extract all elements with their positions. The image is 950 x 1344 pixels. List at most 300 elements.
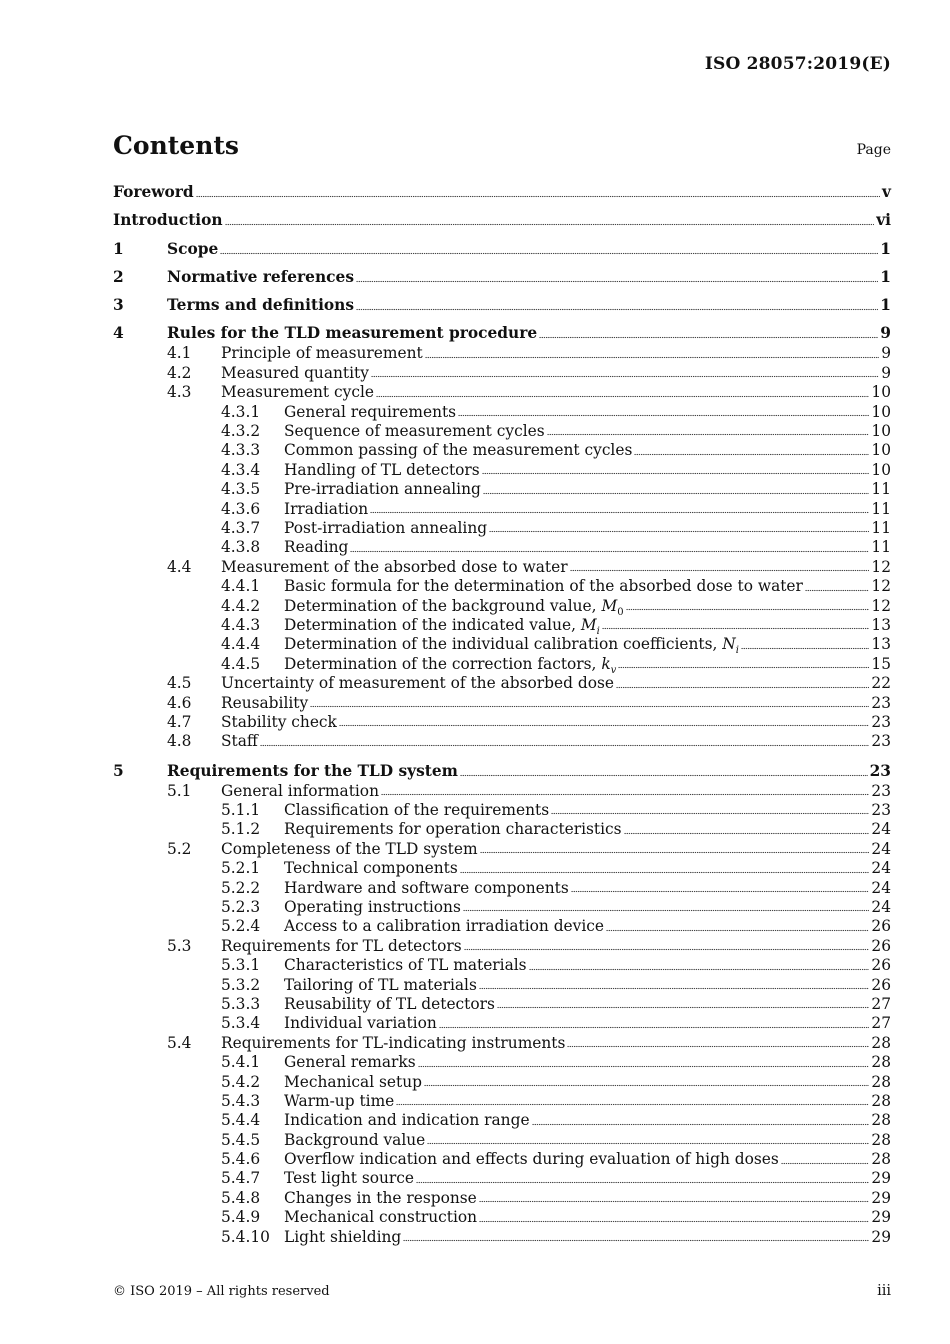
toc-entry[interactable]	[113, 422, 891, 441]
toc-entry-page: 27	[871, 994, 891, 1013]
toc-entry-title	[284, 1208, 477, 1227]
toc-leader-dots	[489, 529, 869, 533]
toc-leader-dots	[460, 773, 868, 777]
toc-entry-number: 5.4.1	[221, 1053, 261, 1072]
toc-entry-title	[284, 956, 527, 975]
toc-leader-dots	[371, 374, 879, 378]
toc-entry-title	[284, 597, 624, 616]
toc-entry-title-text: Foreword	[113, 183, 194, 201]
toc-entry-symbol: N	[722, 635, 736, 654]
toc-entry-page: 1	[880, 296, 891, 315]
toc-entry-page: 10	[871, 460, 891, 479]
toc-entry-title-text: Principle of measurement	[221, 344, 423, 363]
toc-entry[interactable]	[113, 210, 891, 231]
toc-entry-page: 12	[871, 557, 891, 576]
toc-entry-title	[221, 558, 568, 577]
toc-entry-page: 28	[871, 1130, 891, 1149]
toc-entry-page: 29	[871, 1227, 891, 1246]
toc-entry-page: 26	[871, 936, 891, 955]
toc-leader-dots	[624, 831, 870, 835]
toc-entry[interactable]	[113, 383, 891, 402]
toc-entry[interactable]	[113, 917, 891, 936]
toc-entry-title-text: Reusability	[221, 693, 309, 712]
toc-entry-title-text: Access to a calibration irradiation device	[284, 917, 605, 936]
toc-entry-number: 4.3.8	[221, 538, 261, 557]
toc-entry[interactable]	[113, 1228, 891, 1247]
toc-entry-number: 4.3.3	[221, 441, 261, 460]
toc-entry-number: 5.4.2	[221, 1072, 261, 1091]
toc-entry-title-text: Handling of TL detectors	[284, 460, 480, 479]
toc-entry-title	[284, 976, 477, 995]
toc-entry-number: 5.4.7	[221, 1169, 261, 1188]
toc-entry-number: 5.3.1	[221, 956, 261, 975]
toc-entry-number: 4.7	[167, 712, 192, 731]
toc-entry-title-text: Warm-up time	[284, 1091, 395, 1110]
toc-entry-title-text: Requirements for TL-indicating instruments	[221, 1033, 566, 1052]
toc-leader-dots	[567, 1044, 869, 1048]
toc-entry[interactable]	[113, 761, 891, 782]
toc-entry-title-text: Measured quantity	[221, 363, 369, 382]
toc-entry-title	[284, 1111, 530, 1130]
toc-entry[interactable]	[113, 1034, 891, 1053]
toc-entry-number: 4.3.1	[221, 402, 261, 421]
toc-leader-dots	[547, 432, 870, 436]
toc-leader-dots	[381, 792, 869, 796]
toc-leader-dots	[350, 549, 869, 553]
toc-entry-title-text: Light shielding	[284, 1227, 402, 1246]
toc-leader-dots	[339, 723, 870, 727]
toc-entry-title	[284, 655, 616, 674]
toc-leader-dots	[464, 947, 870, 951]
toc-entry[interactable]	[113, 995, 891, 1014]
toc-leader-dots	[616, 685, 869, 689]
toc-leader-dots	[416, 1180, 869, 1184]
toc-leader-dots	[260, 743, 870, 747]
toc-entry-page: 13	[871, 635, 891, 654]
toc-entry-title	[221, 713, 337, 732]
toc-leader-dots	[480, 850, 870, 854]
toc-leader-dots	[225, 222, 875, 226]
toc-entry-number: 4.3	[167, 383, 192, 402]
toc-entry-number: 4.4.1	[221, 577, 261, 596]
toc-entry-number: 5.2.4	[221, 917, 261, 936]
toc-entry-title	[284, 898, 461, 917]
toc-leader-dots	[781, 1161, 870, 1165]
toc-entry-page: 12	[871, 596, 891, 615]
toc-entry-page: 26	[871, 956, 891, 975]
toc-entry[interactable]	[113, 1073, 891, 1092]
toc-entry-title	[167, 295, 354, 316]
toc-entry-page: 29	[871, 1208, 891, 1227]
toc-leader-dots	[310, 704, 869, 708]
toc-entry-title-text: Uncertainty of measurement of the absorbed dose	[221, 674, 614, 693]
toc-entry-page: 23	[869, 761, 891, 780]
toc-entry-title-text: Measurement cycle	[221, 383, 374, 402]
toc-entry-title-text: Overflow indication and effects during evaluation of high doses	[284, 1150, 779, 1169]
toc-entry[interactable]	[113, 267, 891, 288]
toc-entry[interactable]	[113, 635, 891, 657]
toc-entry-number: 4.1	[167, 344, 192, 363]
toc-entry-title	[221, 732, 258, 751]
toc-entry-number: 5.4.5	[221, 1130, 261, 1149]
toc-entry[interactable]	[113, 1208, 891, 1227]
toc-entry-title	[167, 239, 218, 260]
toc-entry-page: 13	[871, 615, 891, 634]
toc-leader-dots	[741, 646, 869, 650]
toc-entry[interactable]	[113, 461, 891, 480]
toc-leader-dots	[529, 967, 870, 971]
toc-entry[interactable]	[113, 1014, 891, 1033]
toc-entry-title-text: Individual variation	[284, 1014, 437, 1033]
toc-leader-dots	[539, 335, 878, 339]
toc-entry-title-text: Introduction	[113, 211, 223, 230]
toc-entry-title	[284, 480, 481, 499]
toc-entry[interactable]	[113, 597, 891, 616]
toc-entry[interactable]	[113, 500, 891, 519]
toc-entry-page: 24	[871, 878, 891, 897]
toc-entry-title	[221, 1034, 565, 1053]
toc-entry-title-text: Operating instructions	[284, 898, 461, 917]
toc-entry-symbol-subscript: v	[610, 664, 617, 676]
toc-entry-title	[284, 615, 600, 638]
toc-leader-dots	[463, 908, 870, 912]
toc-leader-dots	[479, 1219, 869, 1223]
toc-entry-title	[284, 1228, 401, 1247]
toc-entry-symbol-subscript: i	[596, 626, 600, 638]
footer-copyright: © ISO 2019 – All rights reserved	[113, 1284, 330, 1299]
toc-entry-title	[167, 267, 354, 288]
page-title: Contents	[113, 131, 240, 160]
toc-entry-title-text: Scope	[167, 239, 219, 258]
toc-entry[interactable]	[113, 782, 891, 801]
toc-entry-symbol-subscript: i	[735, 645, 739, 657]
toc-entry-title	[284, 1189, 477, 1208]
toc-entry[interactable]	[113, 937, 891, 956]
toc-leader-dots	[376, 394, 869, 398]
toc-entry[interactable]	[113, 182, 891, 203]
toc-entry[interactable]	[113, 976, 891, 995]
toc-entry-title-text: Hardware and software components	[284, 878, 569, 897]
toc-entry-number: 5.4.4	[221, 1111, 261, 1130]
toc-entry-number: 4.3.5	[221, 480, 261, 499]
toc-entry-title	[284, 917, 604, 936]
toc-entry-number: 5.1	[167, 781, 192, 800]
toc-entry-title	[284, 1131, 425, 1150]
toc-entry-title-text: Reading	[284, 538, 349, 557]
toc-entry-page: 28	[871, 1150, 891, 1169]
toc-entry-number: 3	[113, 296, 124, 315]
toc-entry-title	[284, 577, 803, 596]
toc-entry-number: 5.3	[167, 936, 192, 955]
toc-entry-page: v	[882, 183, 891, 201]
toc-entry-page: 10	[871, 383, 891, 402]
toc-entry[interactable]	[113, 403, 891, 422]
toc-entry-page: 28	[871, 1033, 891, 1052]
toc-entry-page: 10	[871, 441, 891, 460]
toc-leader-dots	[606, 928, 869, 932]
toc-leader-dots	[458, 413, 869, 417]
toc-entry-title	[284, 1014, 437, 1033]
toc-entry-page: vi	[876, 211, 891, 230]
toc-entry-page: 22	[871, 674, 891, 693]
toc-entry-title-text: Characteristics of TL materials	[284, 956, 527, 975]
toc-entry-number: 4.3.4	[221, 460, 261, 479]
toc-entry[interactable]	[113, 615, 891, 638]
toc-entry-page: 11	[871, 480, 891, 499]
toc-entry[interactable]	[113, 441, 891, 460]
toc-entry-title	[221, 674, 614, 693]
toc-entry-title-text: Measurement of the absorbed dose to water	[221, 557, 568, 576]
toc-entry-number: 5.4.6	[221, 1150, 261, 1169]
toc-entry-page: 23	[871, 693, 891, 712]
toc-entry-number: 5.4.10	[221, 1227, 270, 1246]
toc-leader-dots	[479, 986, 870, 990]
toc-entry-page: 11	[871, 518, 891, 537]
toc-entry-title-text: Terms and definitions	[167, 296, 355, 315]
toc-entry[interactable]	[113, 1189, 891, 1208]
toc-leader-dots	[551, 811, 869, 815]
toc-entry-symbol-subscript: 0	[617, 606, 624, 618]
toc-leader-dots	[626, 607, 870, 611]
toc-entry-title-text: Changes in the response	[284, 1188, 477, 1207]
toc-entry[interactable]	[113, 674, 891, 693]
toc-entry-page: 23	[871, 801, 891, 820]
toc-entry-title	[284, 1169, 414, 1188]
toc-entry-symbol: M	[580, 615, 597, 634]
toc-entry-title-text: General remarks	[284, 1053, 416, 1072]
toc-entry[interactable]	[113, 295, 891, 316]
toc-leader-dots	[570, 568, 870, 572]
toc-entry-title-text: Staff	[221, 732, 258, 751]
toc-entry-title	[221, 782, 379, 801]
toc-entry[interactable]	[113, 694, 891, 713]
footer-page-number: iii	[877, 1283, 891, 1299]
toc-entry-number: 4.4.5	[221, 654, 261, 673]
toc-leader-dots	[424, 1083, 869, 1087]
toc-entry-number: 4.2	[167, 363, 192, 382]
toc-entry-title	[113, 210, 223, 231]
toc-entry-number: 5.1.2	[221, 820, 261, 839]
toc-entry-title	[221, 694, 308, 713]
toc-entry-title-text: Determination of the correction factors,	[284, 654, 602, 673]
toc-leader-dots	[479, 1199, 870, 1203]
toc-leader-dots	[805, 588, 870, 592]
toc-entry[interactable]	[113, 655, 891, 674]
toc-entry-title-text: Pre-irradiation annealing	[284, 480, 481, 499]
toc-entry-title-text: Indication and indication range	[284, 1111, 530, 1130]
toc-leader-dots	[425, 355, 880, 359]
toc-entry-number: 4	[113, 324, 124, 343]
toc-entry-title-text: Completeness of the TLD system	[221, 839, 478, 858]
toc-entry-page: 29	[871, 1188, 891, 1207]
toc-entry-number: 5.4	[167, 1033, 192, 1052]
toc-leader-dots	[418, 1064, 870, 1068]
toc-leader-dots	[618, 665, 869, 669]
toc-entry-title-text: Basic formula for the determination of the absorbed dose to water	[284, 577, 803, 596]
toc-entry-number: 4.3.7	[221, 518, 261, 537]
toc-entry-number: 1	[113, 239, 124, 258]
toc-entry-title	[284, 995, 495, 1014]
toc-entry-symbol: k	[601, 654, 611, 673]
toc-entry-number: 5.4.8	[221, 1188, 261, 1207]
toc-entry-title-text: General information	[221, 781, 379, 800]
toc-entry-title	[284, 635, 739, 657]
toc-entry[interactable]	[113, 732, 891, 751]
toc-entry-number: 4.8	[167, 732, 192, 751]
toc-entry-title-text: Requirements for the TLD system	[167, 761, 458, 780]
toc-entry-title	[284, 1073, 422, 1092]
toc-leader-dots	[196, 194, 880, 198]
toc-entry-title-text: Classification of the requirements	[284, 801, 550, 820]
toc-entry[interactable]	[113, 577, 891, 596]
toc-entry-title-text: General requirements	[284, 402, 457, 421]
toc-entry-page: 28	[871, 1053, 891, 1072]
toc-entry-number: 4.4.2	[221, 596, 261, 615]
toc-entry-title	[167, 761, 458, 782]
toc-entry-page: 27	[871, 1014, 891, 1033]
toc-entry-page: 28	[871, 1111, 891, 1130]
toc-entry-title-text: Determination of the background value,	[284, 596, 602, 615]
toc-entry-page: 28	[871, 1072, 891, 1091]
toc-entry[interactable]	[113, 344, 891, 363]
toc-entry[interactable]	[113, 898, 891, 917]
toc-entry[interactable]	[113, 1150, 891, 1169]
toc-entry-title	[284, 859, 458, 878]
toc-entry-title	[284, 801, 549, 820]
toc-entry[interactable]	[113, 1131, 891, 1150]
toc-entry[interactable]	[113, 538, 891, 557]
toc-entry-number: 5.3.3	[221, 994, 261, 1013]
toc-entry[interactable]	[113, 239, 891, 260]
toc-entry-title-text: Requirements for operation characteristics	[284, 820, 622, 839]
toc-entry-title-text: Mechanical setup	[284, 1072, 422, 1091]
toc-entry-number: 5.1.1	[221, 801, 261, 820]
toc-entry-title-text: Irradiation	[284, 499, 369, 518]
toc-entry-title-text: Requirements for TL detectors	[221, 936, 462, 955]
toc-entry-page: 28	[871, 1091, 891, 1110]
toc-entry-number: 5.2.1	[221, 859, 261, 878]
toc-leader-dots	[439, 1025, 870, 1029]
toc-entry-title-text: Tailoring of TL materials	[284, 975, 477, 994]
toc-entry-title	[284, 422, 545, 441]
toc-entry[interactable]	[113, 558, 891, 577]
toc-entry[interactable]	[113, 859, 891, 878]
toc-entry[interactable]	[113, 956, 891, 975]
toc-entry-number: 4.6	[167, 693, 192, 712]
toc-entry-title	[221, 344, 423, 363]
toc-entry-number: 5.3.2	[221, 975, 261, 994]
toc-leader-dots	[460, 870, 870, 874]
toc-entry-number: 5.2.2	[221, 878, 261, 897]
toc-entry-page: 24	[871, 839, 891, 858]
toc-entry-title-text: Rules for the TLD measurement procedure	[167, 324, 538, 343]
toc-entry-number: 5.2	[167, 839, 192, 858]
toc-entry-page: 9	[880, 324, 891, 343]
toc-entry-page: 9	[881, 363, 891, 382]
toc-entry-title	[284, 403, 456, 422]
toc-entry-page: 23	[871, 732, 891, 751]
toc-entry-title-text: Mechanical construction	[284, 1208, 478, 1227]
toc-entry-title	[284, 1053, 416, 1072]
toc-entry-title-text: Stability check	[221, 712, 337, 731]
toc-leader-dots	[396, 1102, 869, 1106]
toc-entry-page: 15	[871, 654, 891, 673]
toc-entry[interactable]	[113, 713, 891, 732]
toc-leader-dots	[483, 491, 870, 495]
toc-entry[interactable]	[113, 840, 891, 859]
toc-entry-number: 4.3.6	[221, 499, 261, 518]
toc-entry-title	[221, 364, 369, 383]
toc-leader-dots	[356, 307, 878, 311]
toc-entry[interactable]	[113, 1170, 891, 1189]
toc-entry-title-text: Determination of the individual calibration coefficients,	[284, 635, 723, 654]
toc-entry-title-text: Common passing of the measurement cycles	[284, 441, 633, 460]
toc-entry-title	[221, 937, 462, 956]
toc-entry-page: 10	[871, 422, 891, 441]
toc-entry[interactable]	[113, 1092, 891, 1111]
toc-entry[interactable]	[113, 801, 891, 820]
toc-entry-title-text: Normative references	[167, 267, 354, 286]
toc-entry-page: 26	[871, 917, 891, 936]
toc-entry-title	[167, 323, 537, 344]
toc-entry-number: 5.3.4	[221, 1014, 261, 1033]
toc-entry-number: 4.4.3	[221, 615, 261, 634]
toc-entry-title	[221, 840, 478, 859]
toc-entry-title-text: Sequence of measurement cycles	[284, 422, 545, 441]
toc-entry-number: 5.4.9	[221, 1208, 261, 1227]
toc-entry-page: 23	[871, 781, 891, 800]
toc-entry-title	[284, 441, 632, 460]
toc-entry-symbol: M	[601, 596, 618, 615]
toc-entry-title	[284, 538, 348, 557]
toc-entry-title-text: Post-irradiation annealing	[284, 518, 488, 537]
toc-leader-dots	[634, 452, 869, 456]
page-column-label: Page	[856, 142, 891, 158]
toc-entry-title	[284, 500, 368, 519]
toc-entry-page: 24	[871, 820, 891, 839]
toc-leader-dots	[403, 1238, 869, 1242]
toc-entry-title-text: Reusability of TL detectors	[284, 994, 495, 1013]
toc-entry[interactable]	[113, 480, 891, 499]
toc-entry-number: 5.4.3	[221, 1091, 261, 1110]
toc-entry-title	[284, 1150, 779, 1169]
toc-entry-page: 29	[871, 1169, 891, 1188]
toc-entry-page: 24	[871, 898, 891, 917]
toc-entry-page: 23	[871, 712, 891, 731]
toc-entry-number: 5.2.3	[221, 898, 261, 917]
toc-entry[interactable]	[113, 519, 891, 538]
toc-entry-title	[284, 879, 569, 898]
toc-leader-dots	[602, 626, 870, 630]
toc-entry[interactable]	[113, 1053, 891, 1072]
toc-entry-title	[221, 383, 374, 402]
toc-entry[interactable]	[113, 323, 891, 344]
toc-entry[interactable]	[113, 879, 891, 898]
toc-entry-title-text: Determination of the indicated value,	[284, 615, 581, 634]
toc-entry-number: 2	[113, 267, 124, 286]
toc-entry-page: 11	[871, 538, 891, 557]
toc-leader-dots	[532, 1122, 870, 1126]
toc-entry[interactable]	[113, 364, 891, 383]
toc-entry-title	[284, 1092, 394, 1111]
toc-entry-title	[284, 461, 480, 480]
toc-entry[interactable]	[113, 820, 891, 839]
toc-entry[interactable]	[113, 1111, 891, 1130]
toc-entry-page: 1	[880, 239, 891, 258]
toc-entry-number: 4.5	[167, 674, 192, 693]
toc-entry-page: 9	[881, 344, 891, 363]
toc-leader-dots	[220, 251, 878, 255]
